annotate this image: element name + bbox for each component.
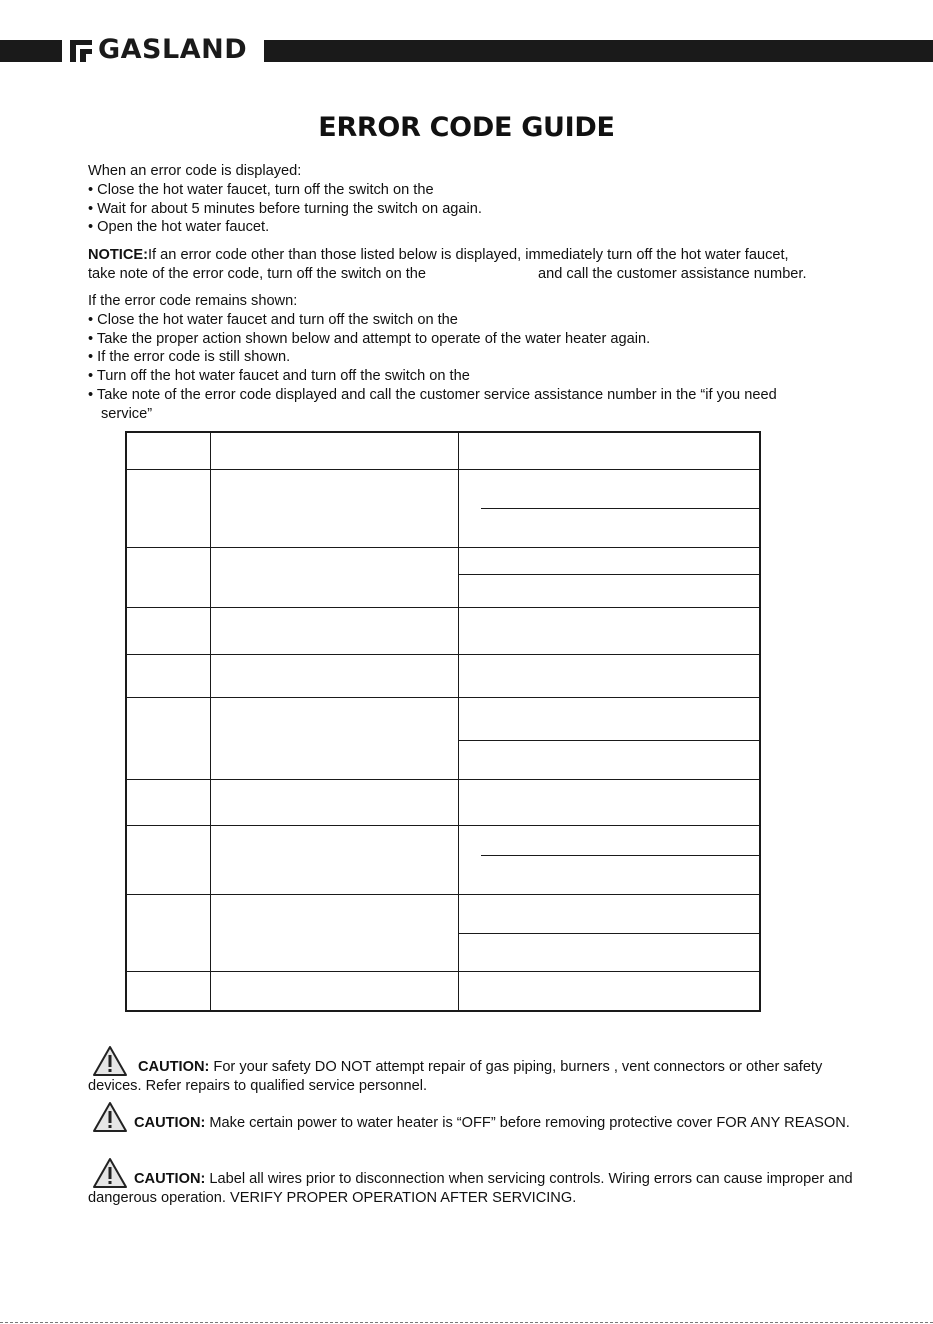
table-row-divider [127,607,759,608]
table-row-divider [127,971,759,972]
intro-heading: When an error code is displayed: [88,163,302,179]
caution-label: CAUTION: [138,1059,210,1075]
table-subrow-divider [458,740,759,741]
intro-item: • Open the hot water faucet. [88,219,270,236]
table-subrow-divider [458,933,759,934]
caution-block [88,1045,878,1096]
table-subrow-divider [481,508,759,509]
page-title: ERROR CODE GUIDE [318,112,615,143]
brand-logo [70,34,247,66]
table-row-divider [127,825,759,826]
remains-item: • If the error code is still shown. [88,349,291,366]
page-bottom-rule [0,1322,933,1323]
notice-label: NOTICE: [88,247,148,263]
notice-section [88,246,878,284]
table-row-divider [127,547,759,548]
header-bar-right [264,40,933,62]
warning-triangle-icon [92,1157,128,1189]
remains-item: • Close the hot water faucet and turn off the switch on the [88,311,458,328]
table-subrow-divider [458,574,759,575]
caution-text: Make certain power to water heater is “OFF” before removing protective cover FOR ANY REASON. [205,1115,850,1131]
caution-text: For your safety DO NOT attempt repair of gas piping, burners , vent connectors or other safety devices. Refer repairs to qualified service personnel. [88,1059,823,1094]
caution-block [88,1157,878,1208]
notice-line2b: and call the customer assistance number. [538,265,807,282]
remains-continuation: service” [101,405,153,422]
warning-triangle-icon [92,1045,128,1077]
header-bar-left [0,40,62,62]
intro-section [88,162,878,237]
gasland-logo-icon [70,38,94,62]
remains-section [88,292,878,424]
table-row-divider [127,469,759,470]
caution-label: CAUTION: [134,1171,206,1187]
table-row-divider [127,779,759,780]
table-subrow-divider [481,855,759,856]
caution-block [88,1101,878,1133]
notice-line1: If an error code other than those listed below is displayed, immediately turn off the hot water faucet, [148,247,789,263]
caution-text: Label all wires prior to disconnection when servicing controls. Wiring errors can cause improper and dangerous operation. VERIFY PROPER OPERATION AFTER SERVICING. [88,1171,853,1206]
error-code-table [125,431,761,1012]
remains-item: • Take note of the error code displayed and call the customer service assistance number in the “if you need [88,386,777,403]
remains-item: • Turn off the hot water faucet and turn off the switch on the [88,368,470,385]
remains-item: • Take the proper action shown below and attempt to operate of the water heater again. [88,330,651,347]
caution-label: CAUTION: [134,1115,206,1131]
table-column-divider [210,433,211,1010]
table-row-divider [127,654,759,655]
table-row-divider [127,697,759,698]
intro-item: • Close the hot water faucet, turn off the switch on the [88,181,434,198]
brand-name: GASLAND [98,34,248,65]
warning-triangle-icon [92,1101,128,1133]
notice-line2a: take note of the error code, turn off the switch on the [88,265,427,282]
remains-heading: If the error code remains shown: [88,293,298,309]
intro-item: • Wait for about 5 minutes before turning the switch on again. [88,200,482,217]
table-column-divider [458,433,459,1010]
table-row-divider [127,894,759,895]
